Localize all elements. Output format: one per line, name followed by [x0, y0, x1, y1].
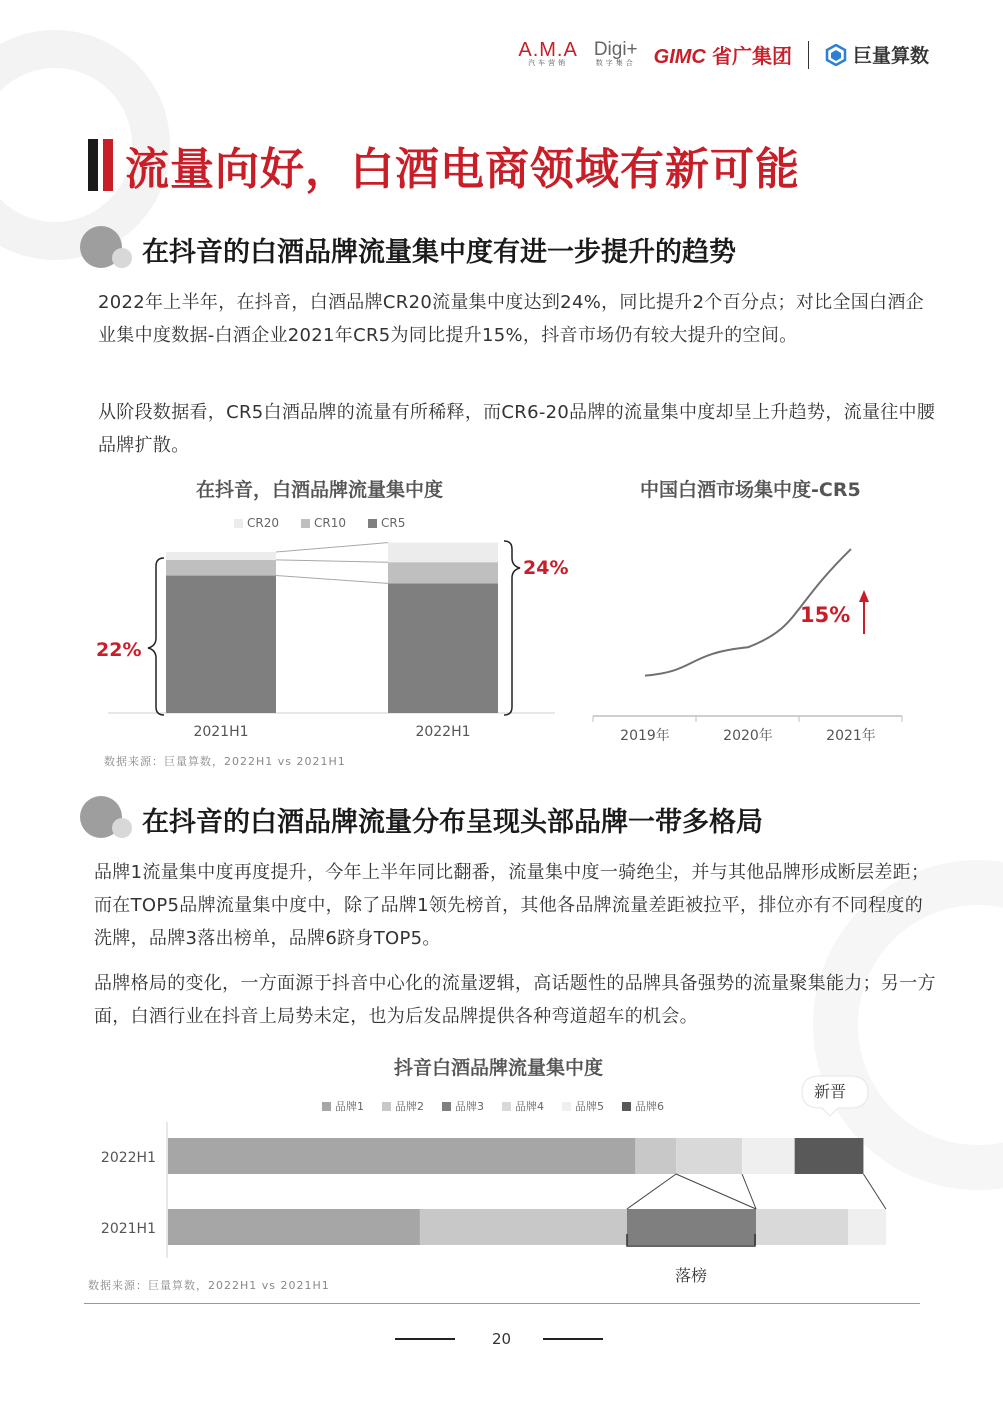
chart1-source: 数据来源：巨量算数，2022H1 vs 2021H1: [104, 755, 346, 768]
bar-品牌4-2022H1: [676, 1138, 742, 1174]
chart3-horizontal-stacked-bar: [80, 1070, 920, 1290]
chart1-connector-line: [276, 560, 388, 562]
bullet-circle-icon: [80, 226, 136, 272]
chart2-title: 中国白酒市场集中度-CR5: [640, 479, 861, 501]
chart1-annotation-24: 24%: [523, 557, 569, 579]
chart1-connector-line: [276, 543, 388, 552]
section1-paragraph-2: 从阶段数据看，CR5白酒品牌的流量有所稀释，而CR6-20品牌的流量集中度却呈上升趋势，流量往中腰品牌扩散。: [98, 402, 936, 456]
ama-logo: A.M.A 汽车营销: [518, 39, 578, 67]
bar-品牌6-2022H1: [795, 1138, 864, 1174]
chart1-tick-label: 2022H1: [415, 724, 471, 740]
legend-item-品牌3: 品牌3: [442, 1098, 484, 1114]
chart3-title: 抖音白酒品牌流量集中度: [394, 1057, 604, 1079]
up-arrow-head-icon: [859, 590, 869, 602]
chart1-brace-right: [504, 541, 520, 715]
juliang-logo: 巨量算数: [825, 41, 929, 68]
chart1-legend: [234, 516, 405, 530]
bar-cr20-2021H1: [166, 552, 276, 560]
chart3-connector-line: [627, 1174, 676, 1209]
bar-cr10-2021H1: [166, 560, 276, 576]
chart1-brace-left: [148, 558, 164, 715]
chart1-stacked-bar: [80, 530, 580, 750]
legend-item-品牌1: 品牌1: [322, 1098, 364, 1114]
legend-item-cr20: CR20: [234, 516, 279, 530]
chart2-tick-label: 2019年: [620, 728, 670, 744]
chart2-line-chart: [590, 520, 920, 750]
chart3-connector-line: [863, 1174, 885, 1209]
chart3-source: 数据来源：巨量算数，2022H1 vs 2021H1: [88, 1279, 330, 1292]
header-logos: [518, 40, 929, 69]
page-title: 流量向好，白酒电商领域有新可能: [88, 133, 800, 197]
legend-item-品牌6: 品牌6: [622, 1098, 664, 1114]
gimc-logo: GIMC 省广集团: [653, 46, 792, 68]
page-number-dash-right: [543, 1338, 603, 1340]
callout-drop-label: 落榜: [674, 1266, 708, 1285]
chart1-connector-line: [276, 576, 388, 584]
bar-cr5-2021H1: [166, 576, 276, 713]
bar-品牌2-2021H1: [420, 1209, 627, 1245]
bar-品牌3-2021H1: [627, 1209, 756, 1245]
bar-cr5-2022H1: [388, 583, 498, 713]
section2-paragraph-1: 品牌1流量集中度再度提升，今年上半年同比翻番，流量集中度一骑绝尘，并与其他品牌形成断层差距；而在TOP5品牌流量集中度中，除了品牌1领先榜首，其他各品牌流量差距被拉平，排位亦有不同程度的洗牌，品牌3落出榜单，品牌6跻身TOP5。: [94, 862, 930, 949]
section1-paragraph-1: 2022年上半年，在抖音，白酒品牌CR20流量集中度达到24%，同比提升2个百分点；对比全国白酒企业集中度数据-白酒企业2021年CR5为同比提升15%，抖音市场仍有较大提升的空间。: [98, 292, 924, 346]
bullet-circle-icon: [80, 796, 136, 842]
section-heading-1: 在抖音的白酒品牌流量集中度有进一步提升的趋势: [80, 226, 736, 272]
bar-cr10-2022H1: [388, 562, 498, 583]
chart1-title: 在抖音，白酒品牌流量集中度: [196, 479, 444, 501]
legend-item-品牌2: 品牌2: [382, 1098, 424, 1114]
chart2-tick-label: 2021年: [826, 728, 876, 744]
chart1-annotation-22: 22%: [96, 639, 142, 661]
bar-品牌5-2021H1: [848, 1209, 886, 1245]
legend-item-cr10: CR10: [301, 516, 346, 530]
legend-item-品牌5: 品牌5: [562, 1098, 604, 1114]
logo-separator: [808, 41, 809, 69]
page-number: 20: [491, 1330, 512, 1348]
chart3-tick-label: 2021H1: [100, 1221, 156, 1237]
chart1-tick-label: 2021H1: [193, 724, 249, 740]
title-bars-icon: [88, 139, 113, 191]
callout-new-label: 新晋: [813, 1082, 847, 1101]
footer-divider: [84, 1303, 920, 1304]
bar-品牌1-2022H1: [168, 1138, 635, 1174]
legend-item-cr5: CR5: [368, 516, 405, 530]
chart2-tick-label: 2020年: [723, 728, 773, 744]
chart3-tick-label: 2022H1: [100, 1150, 156, 1166]
chart2-annotation-15: 15%: [800, 603, 851, 627]
bar-品牌2-2022H1: [635, 1138, 676, 1174]
bar-cr20-2022H1: [388, 543, 498, 563]
section-heading-2: 在抖音的白酒品牌流量分布呈现头部品牌一带多格局: [80, 796, 763, 842]
bar-品牌5-2022H1: [742, 1138, 795, 1174]
digi-logo: Digi+ 数字集合: [593, 39, 638, 67]
legend-item-品牌4: 品牌4: [502, 1098, 544, 1114]
juliang-mark-icon: [825, 44, 847, 66]
bar-品牌1-2021H1: [168, 1209, 420, 1245]
bar-品牌4-2021H1: [756, 1209, 848, 1245]
section2-paragraph-2: 品牌格局的变化，一方面源于抖音中心化的流量逻辑，高话题性的品牌具备强势的流量聚集能力；另一方面，白酒行业在抖音上局势未定，也为后发品牌提供各种弯道超车的机会。: [94, 973, 936, 1027]
